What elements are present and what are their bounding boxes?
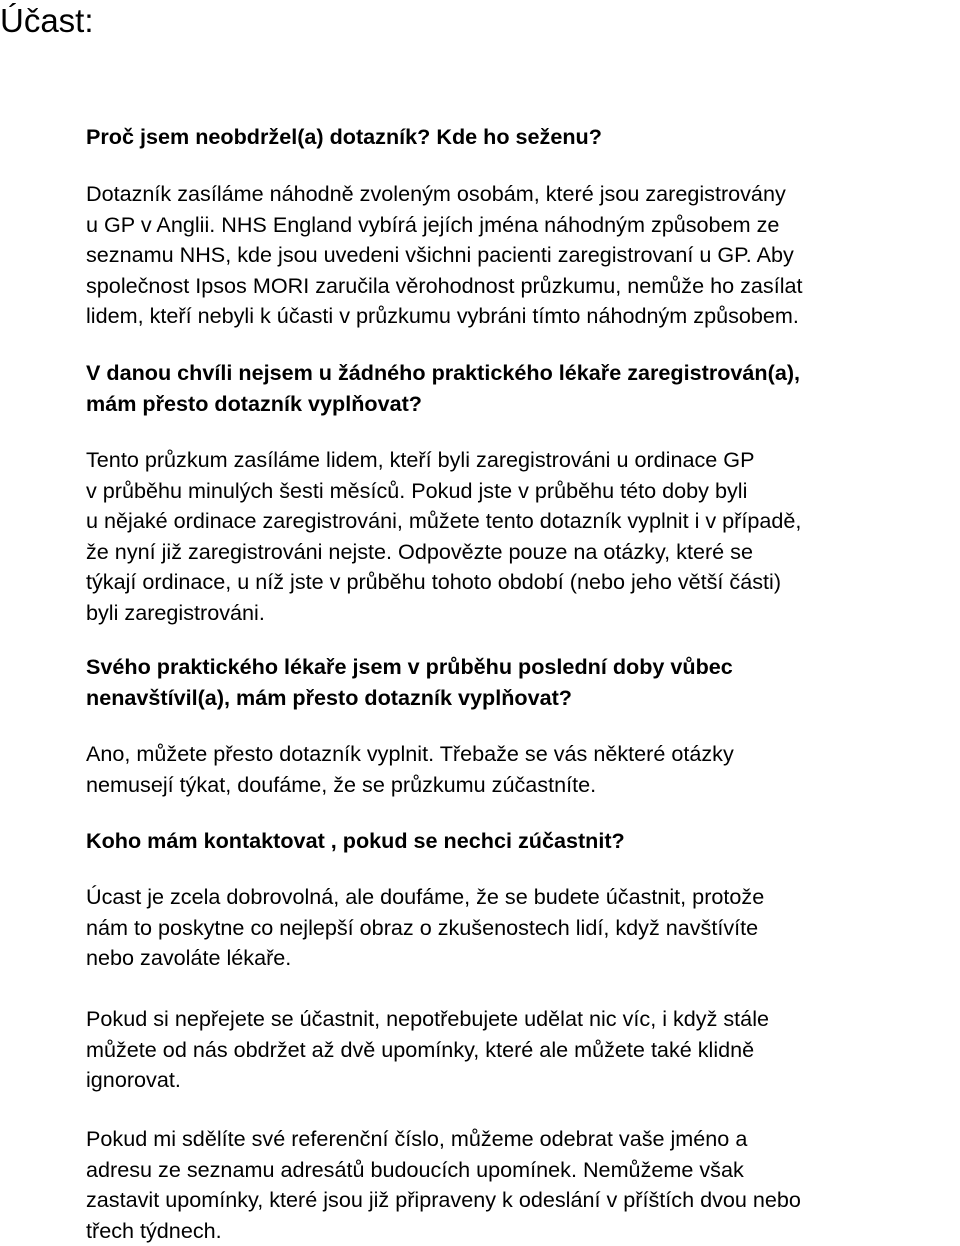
question-not-registered: V danou chvíli nejsem u žádného praktického lékaře zaregistrován(a), mám přesto dotazník vyplňovat? [86, 360, 801, 416]
answer-random-selection: Dotazník zasíláme náhodně zvoleným osobám, které jsou zaregistrovány u GP v Anglii. NHS England vybírá jejích jména náhodným způsobem ze seznamu NHS, kde jsou uvedeni všichni pacienti zaregistrovaní u GP. Aby společnost Ipsos MORI zaručila věrohodnost průzkumu, nemůže ho zasílat lidem, kteří nebyli k účasti v průzkumu vybráni tímto náhodným způsobem. [86, 181, 803, 328]
answer-reference-number: Pokud mi sdělíte své referenční číslo, můžeme odebrat vaše jméno a adresu ze seznamu adresátů budoucích upomínek. Nemůžeme však zastavit upomínky, které jsou již připraveny k odeslání v příštích dvou nebo třech týdnech. [86, 1126, 801, 1243]
answer-registered-last-six-months: Tento průzkum zasíláme lidem, kteří byli zaregistrováni u ordinace GP v průběhu minulých šesti měsíců. Pokud jste v průběhu této doby byli u nějaké ordinace zaregistrováni, můžete tento dotazník vyplnit i v případě, že nyní již zaregistrováni nejste. Odpovězte pouze na otázky, které se týkají ordinace, u níž jste v průběhu tohoto období (nebo jeho větší části) byli zaregistrováni. [86, 447, 802, 625]
answer-voluntary-participation: Úcast je zcela dobrovolná, ale doufáme, že se budete účastnit, protože nám to poskytne co nejlepší obraz o zkušenostech lidí, když navštívíte nebo zavoláte lékaře. [86, 884, 765, 970]
page-title: Účast: [0, 2, 94, 39]
question-not-visited-gp: Svého praktického lékaře jsem v průběhu poslední doby vůbec nenavštívil(a), mám přesto dotazník vyplňovat? [86, 654, 733, 710]
question-who-to-contact: Koho mám kontaktovat , pokud se nechci zúčastnit? [86, 828, 625, 853]
question-why-no-questionnaire: Proč jsem neobdržel(a) dotazník? Kde ho seženu? [86, 124, 602, 149]
answer-reminders: Pokud si nepřejete se účastnit, nepotřebujete udělat nic víc, i když stále můžete od nás obdržet až dvě upomínky, které ale můžete také klidně ignorovat. [86, 1006, 769, 1092]
answer-please-complete: Ano, můžete přesto dotazník vyplnit. Třebaže se vás některé otázky nemusejí týkat, doufáme, že se průzkumu zúčastníte. [86, 741, 734, 797]
